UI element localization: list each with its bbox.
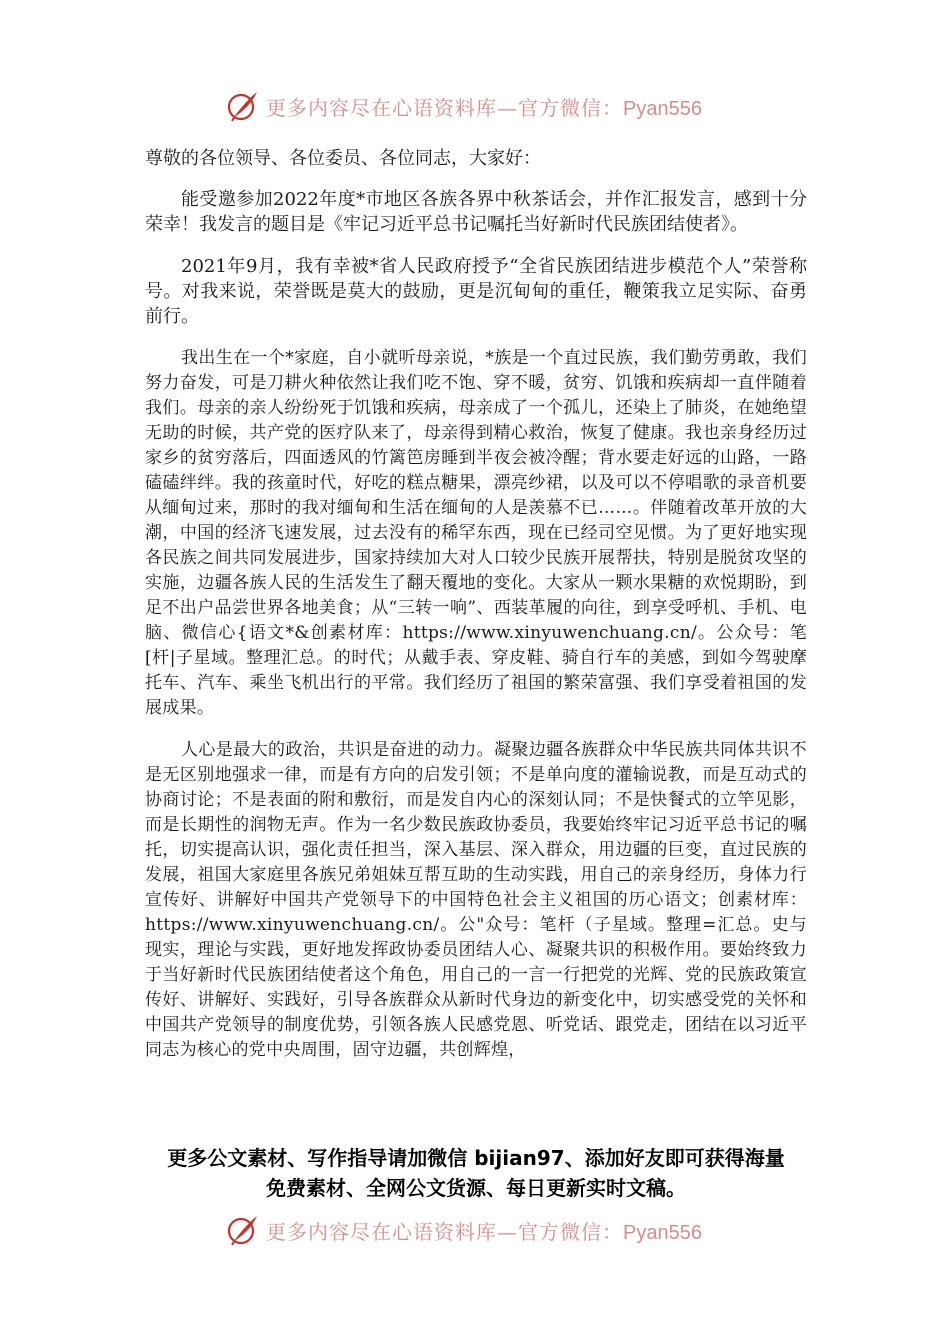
promo-line-1: 更多公文素材、写作指导请加微信 bijian97、添加好友即可获得海量 xyxy=(167,1146,785,1170)
banner-wechat-id: Pyan556 xyxy=(623,1221,702,1244)
quill-logo-icon xyxy=(226,89,260,123)
banner-text: 更多内容尽在心语资料库—官方微信：Pyan556 xyxy=(266,95,702,120)
banner-text: 更多内容尽在心语资料库—官方微信：Pyan556 xyxy=(266,1219,702,1244)
banner-wechat-id: Pyan556 xyxy=(623,97,702,120)
quill-logo-icon xyxy=(226,1213,260,1247)
paragraph-1: 能受邀参加2022年度*市地区各族各界中秋茶话会，并作汇报发言，感到十分荣幸！我发言的题目是《牢记习近平总书记嘱托当好新时代民族团结使者》。 xyxy=(145,189,807,235)
paragraph-3: 我出生在一个*家庭，自小就听母亲说，*族是一个直过民族，我们勤劳勇敢，我们努力奋发，可是刀耕火种依然让我们吃不饱、穿不暖，贫穷、饥饿和疾病却一直伴随着我们。母亲的亲人纷纷死于饥饿和疾病，母亲成了一个孤儿，还染上了肺炎，在她绝望无助的时候，共产党的医疗队来了，母亲得到精心救治，恢复了健康。我也亲身经历过家乡的贫穷落后，四面透风的竹篱笆房睡到半夜会被冷醒；背水要走好远的山路，一路磕磕绊绊。我的孩童时代，好吃的糕点糖果，漂亮纱裙，以及可以不停唱歌的录音机要从缅甸过来，那时的我对缅甸和生活在缅甸的人是羡慕不已……。伴随着改革开放的大潮，中国的经济飞速发展，过去没有的稀罕东西，现在已经司空见惯。为了更好地实现各民族之间共同发展进步，国家持续加大对人口较少民族开展帮扶，特别是脱贫攻坚的实施，边疆各族人民的生活发生了翻天覆地的变化。大家从一颗水果糖的欢悦期盼，到足不出户品尝世界各地美食；从“三转一响”、西装革履的向往，到享受呼机、手机、电脑、微信心{语文*&创素材库：https://www.xinyuwenchuang.cn/。公众号：笔[杆|子星域。整理汇总。的时代；从戴手表、穿皮鞋、骑自行车的美感，到如今驾驶摩托车、汽车、乘坐飞机出行的平常。我们经历了祖国的繁荣富强、我们享受着祖国的发展成果。 xyxy=(145,348,807,718)
greeting: 尊敬的各位领导、各位委员、各位同志，大家好： xyxy=(145,148,541,169)
header-banner xyxy=(226,88,746,124)
promo-footer xyxy=(120,1143,832,1203)
document-body xyxy=(145,146,807,1080)
paragraph-2: 2021年9月，我有幸被*省人民政府授予“全省民族团结进步模范个人”荣誉称号。对我来说，荣誉既是莫大的鼓励，更是沉甸甸的重任，鞭策我立足实际、奋勇前行。 xyxy=(145,256,807,327)
footer-banner xyxy=(226,1212,746,1248)
promo-line-2: 免费素材、全网公文货源、每日更新实时文稿。 xyxy=(266,1176,686,1200)
paragraph-4: 人心是最大的政治，共识是奋进的动力。凝聚边疆各族群众中华民族共同体共识不是无区别地强求一律，而是有方向的启发引领；不是单向度的灌输说教，而是互动式的协商讨论；不是表面的附和敷衍，而是发自内心的深刻认同；不是快餐式的立竿见影，而是长期性的润物无声。作为一名少数民族政协委员，我要始终牢记习近平总书记的嘱托，切实提高认识，强化责任担当，深入基层、深入群众，用边疆的巨变，直过民族的发展，祖国大家庭里各族兄弟姐妹互帮互助的生动实践，用自己的亲身经历，身体力行宣传好、讲解好中国共产党领导下的中国特色社会主义祖国的历心语文；创素材库：https://www.xinyuwenchuang.cn/。公"众号：笔杆（子星域。整理=汇总。史与现实，理论与实践，更好地发挥政协委员团结人心、凝聚共识的积极作用。要始终致力于当好新时代民族团结使者这个角色，用自己的一言一行把党的光辉、党的民族政策宣传好、讲解好、实践好，引导各族群众从新时代身边的新变化中，切实感受党的关怀和中国共产党领导的制度优势，引领各族人民感党恩、听党话、跟党走，团结在以习近平同志为核心的党中央周围，固守边疆，共创辉煌， xyxy=(145,740,807,1060)
